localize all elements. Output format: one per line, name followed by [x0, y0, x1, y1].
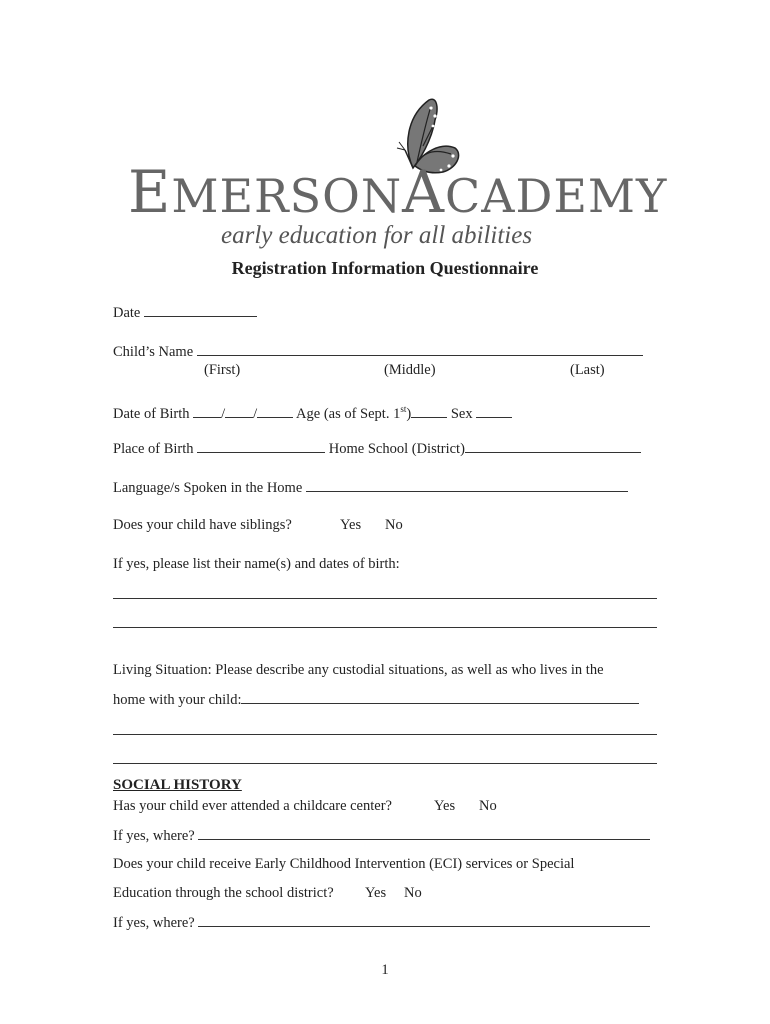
date-label: Date	[113, 305, 141, 321]
childcare-question: Has your child ever attended a childcare center?	[113, 798, 392, 814]
dob-row: Date of Birth / / Age (as of Sept. 1st) Sex	[113, 401, 512, 422]
childcare-no-option[interactable]: No	[479, 798, 497, 814]
living-situation-prompt-2: home with your child:	[113, 692, 242, 708]
date-field[interactable]	[144, 304, 257, 317]
dob-day-field[interactable]	[225, 405, 253, 418]
social-history-heading: SOCIAL HISTORY	[113, 777, 242, 793]
tagline: early education for all abilities	[221, 222, 533, 249]
language-field[interactable]	[306, 479, 628, 492]
dob-label: Date of Birth	[113, 405, 190, 422]
childcare-yes-option[interactable]: Yes	[434, 798, 456, 814]
name-first-caption: (First)	[204, 362, 241, 378]
age-label: Age (as of Sept. 1st)	[296, 404, 412, 422]
siblings-no-option[interactable]: No	[385, 517, 403, 533]
birthplace-row	[113, 440, 641, 457]
eci-yes-option[interactable]: Yes	[365, 885, 387, 901]
eci-where-row	[113, 914, 650, 931]
home-school-field[interactable]	[465, 440, 641, 453]
age-field[interactable]	[411, 405, 447, 418]
sex-field[interactable]	[476, 405, 512, 418]
siblings-line-2[interactable]	[113, 627, 657, 628]
sex-label: Sex	[450, 405, 473, 422]
page-title: Registration Information Questionnaire	[231, 258, 539, 278]
living-situation-row	[113, 691, 639, 708]
language-row	[113, 479, 628, 496]
child-name-label: Child’s Name	[113, 344, 194, 360]
living-situation-field[interactable]	[241, 691, 639, 704]
child-name-row	[113, 343, 643, 360]
eci-where-field[interactable]	[198, 914, 650, 927]
dob-month-field[interactable]	[193, 405, 221, 418]
name-last-caption: (Last)	[570, 362, 605, 378]
living-situation-prompt-1: Living Situation: Please describe any custodial situations, as well as who lives in the	[113, 662, 604, 678]
eci-no-option[interactable]: No	[404, 885, 422, 901]
eci-question-1: Does your child receive Early Childhood Intervention (ECI) services or Special	[113, 856, 575, 872]
home-school-label: Home School (District)	[328, 441, 465, 457]
child-name-field[interactable]	[197, 343, 643, 356]
living-situation-line-2[interactable]	[113, 734, 657, 735]
childcare-where-row	[113, 827, 650, 844]
language-label: Language/s Spoken in the Home	[113, 480, 303, 496]
living-situation-line-3[interactable]	[113, 763, 657, 764]
academy-logo-wordmark: EMERSONACADEMY	[128, 158, 668, 226]
siblings-question: Does your child have siblings?	[113, 517, 292, 533]
date-row	[113, 304, 257, 321]
eci-question-2: Education through the school district?	[113, 885, 334, 901]
childcare-where-label: If yes, where?	[113, 828, 195, 844]
place-of-birth-field[interactable]	[197, 440, 325, 453]
place-of-birth-label: Place of Birth	[113, 441, 194, 457]
page-number: 1	[381, 962, 389, 978]
siblings-list-label: If yes, please list their name(s) and dates of birth:	[113, 556, 400, 572]
eci-where-label: If yes, where?	[113, 915, 195, 931]
childcare-where-field[interactable]	[198, 827, 650, 840]
name-middle-caption: (Middle)	[384, 362, 436, 378]
siblings-line-1[interactable]	[113, 598, 657, 599]
dob-year-field[interactable]	[257, 405, 293, 418]
siblings-yes-option[interactable]: Yes	[340, 517, 362, 533]
